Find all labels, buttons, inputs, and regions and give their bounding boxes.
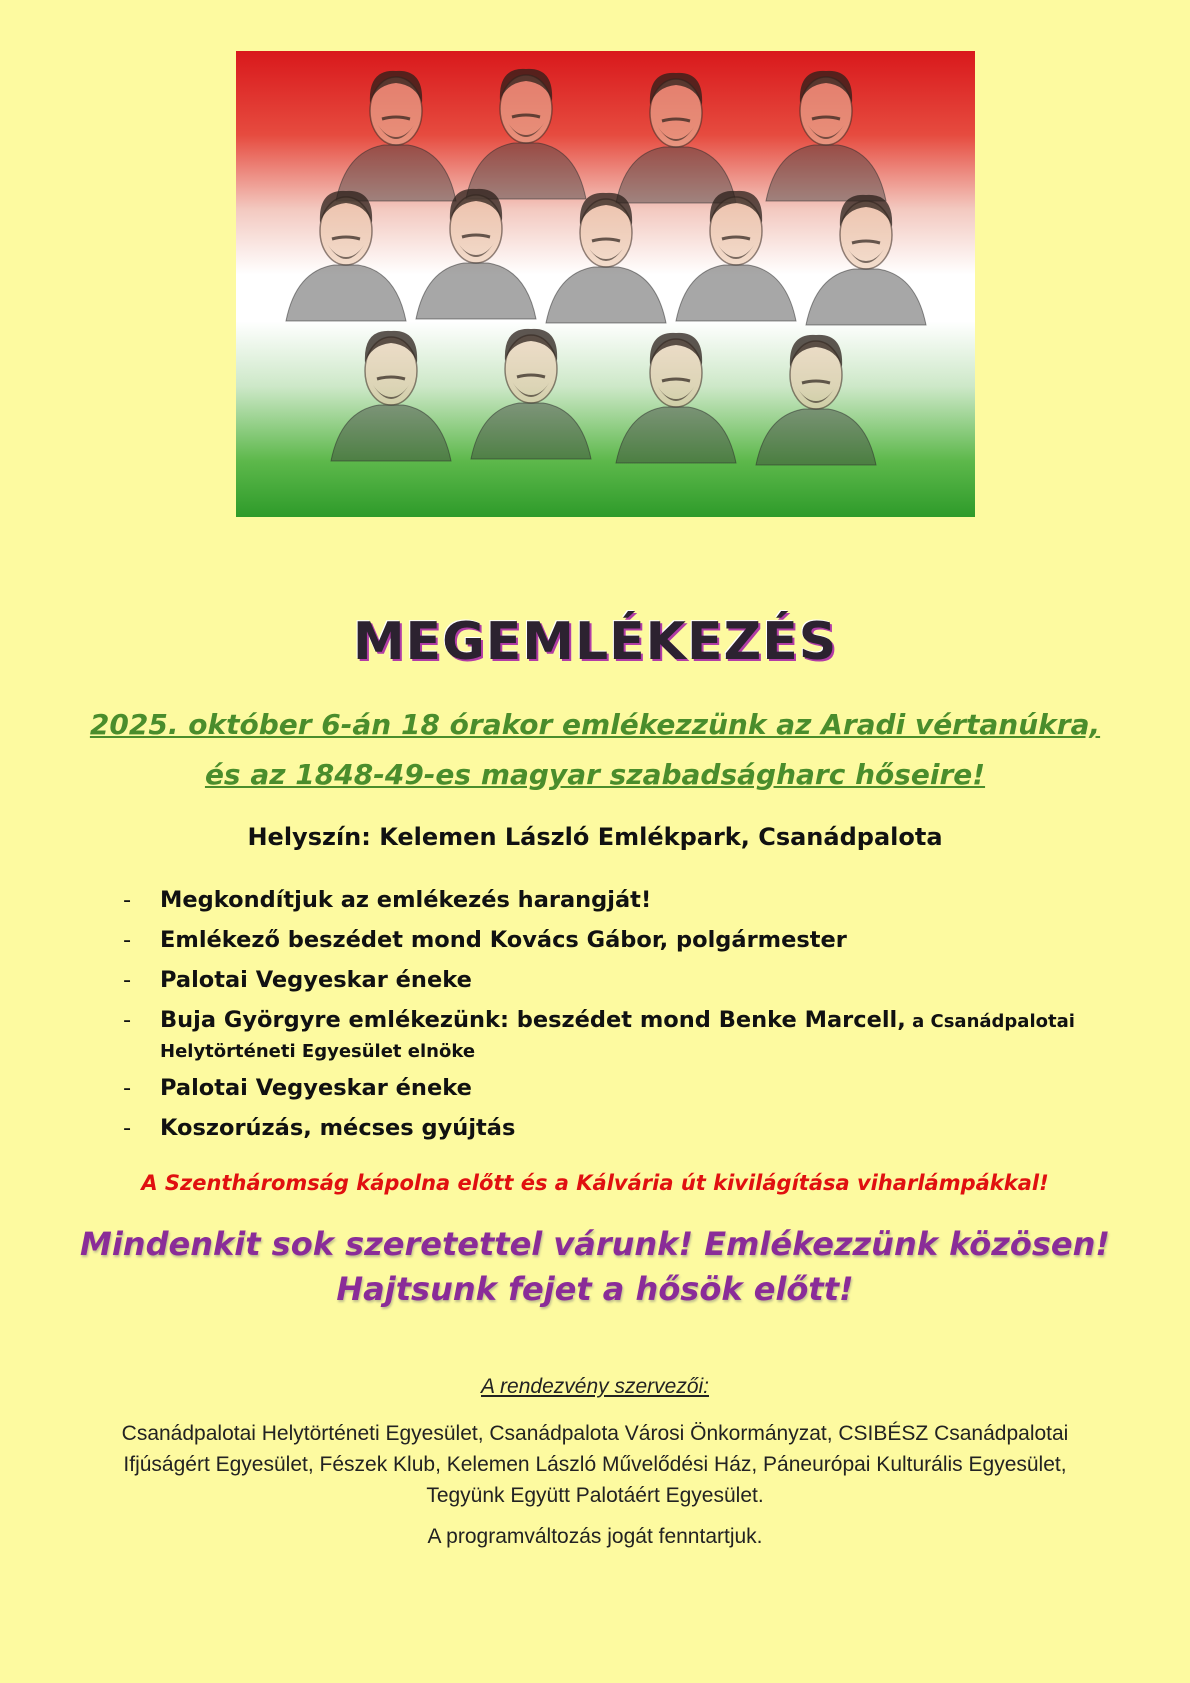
list-dash: -: [123, 967, 132, 993]
list-dash: -: [123, 927, 132, 953]
program-item: [120, 1000, 1100, 1068]
event-date-line-2: és az 1848-49-es magyar szabadságharc hőseire!: [204, 758, 986, 791]
welcome-line-1: Mindenkit sok szeretettel várunk! Emlékezzünk közösen!: [79, 1225, 1110, 1263]
program-item: [120, 1108, 1100, 1148]
organizers-heading: A rendezvény szervezői:: [481, 1375, 709, 1398]
list-dash: -: [123, 1007, 132, 1033]
disclaimer: A programváltozás jogát fenntartjuk.: [427, 1525, 763, 1548]
program-item: [120, 960, 1100, 1000]
program-item-text: Megkondítjuk az emlékezés harangját!: [160, 887, 652, 913]
program-item-continuation: Helytörténeti Egyesület elnöke: [160, 1041, 476, 1062]
program-item-text: Emlékező beszédet mond Kovács Gábor, polgármester: [160, 927, 847, 953]
program-item: [120, 1068, 1100, 1108]
portrait-row-top: [336, 69, 886, 203]
program-item: [120, 920, 1100, 960]
portraits-illustration: [236, 51, 975, 517]
martyrs-portrait-image: [236, 51, 975, 517]
list-dash: -: [123, 1075, 132, 1101]
program-list: [120, 880, 1100, 1148]
program-item-text: Buja Györgyre emlékezünk: beszédet mond Benke Marcell,: [160, 1007, 906, 1033]
lighting-notice: A Szentháromság kápolna előtt és a Kálvária út kivilágítása viharlámpákkal!: [141, 1171, 1049, 1195]
portrait-row-middle: [286, 189, 926, 325]
program-item-text: Palotai Vegyeskar éneke: [160, 1075, 472, 1101]
program-item: [120, 880, 1100, 920]
list-dash: -: [123, 887, 132, 913]
organizers-list: Csanádpalotai Helytörténeti Egyesület, Csanádpalota Városi Önkormányzat, CSIBÉSZ Csanádpalotai Ifjúságért Egyesület, Fészek Klub, Kelemen László Művelődési Ház, Páneurópai Kulturális Egyesület, Tegyünk Együtt Palotáért Egyesület.: [121, 1422, 1069, 1507]
program-item-suffix: a Csanádpalotai: [905, 1011, 1075, 1032]
program-item-text: Koszorúzás, mécses gyújtás: [160, 1115, 516, 1141]
event-date-line-1: 2025. október 6-án 18 órakor emlékezzünk az Aradi vértanúkra,: [89, 708, 1101, 741]
list-dash: -: [123, 1115, 132, 1141]
welcome-line-2: Hajtsunk fejet a hősök előtt!: [336, 1270, 854, 1308]
program-item-text: Palotai Vegyeskar éneke: [160, 967, 472, 993]
portrait-row-bottom: [331, 329, 876, 465]
venue: Helyszín: Kelemen László Emlékpark, Csanádpalota: [247, 823, 943, 851]
page-title: MEGEMLÉKEZÉS: [352, 612, 838, 672]
